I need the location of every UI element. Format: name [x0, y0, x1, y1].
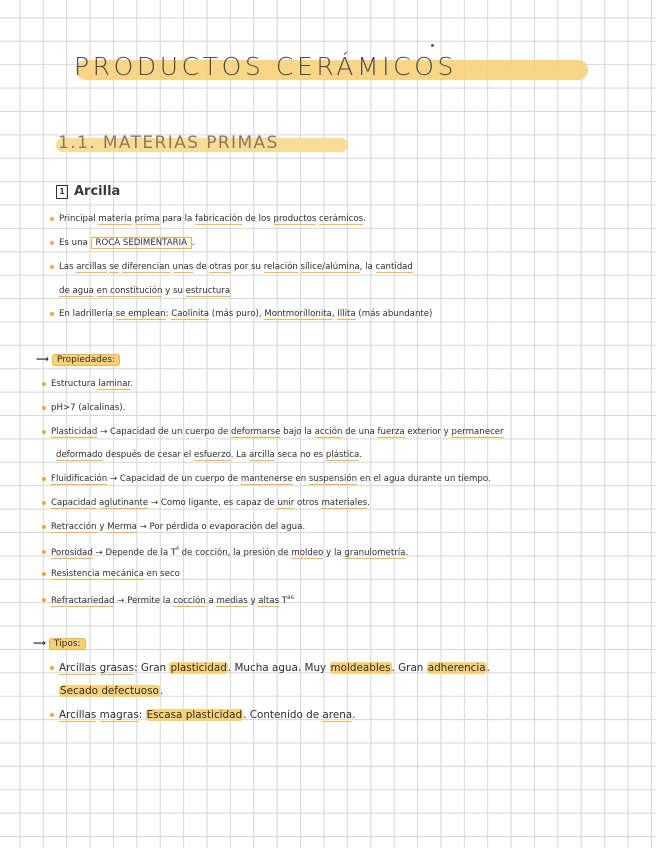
arcilla-line-3: Las arcillas se diferencian unas de otras por su relación sílice/alúmina, la cantidad — [50, 260, 413, 274]
tipos-item-1: Arcillas grasas: Gran plasticidad. Mucha agua. Muy moldeables. Gran adherencia. — [50, 660, 490, 676]
bullet-icon — [50, 217, 54, 221]
bullet-icon — [42, 501, 46, 505]
arcilla-line-1: Principal materia prima para la fabricación de los productos cerámicos. — [50, 212, 366, 226]
right-arrow-icon: ⟶ — [36, 355, 49, 365]
subsection-heading — [56, 184, 120, 199]
propiedades-label: Propiedades: — [52, 354, 120, 366]
prop-item-3b: deformado después de cesar el esfuerzo. La arcilla seca no es plástica. — [56, 450, 362, 460]
right-arrow-icon: ⟶ — [33, 639, 46, 649]
arcilla-line-2: Es una ROCA SEDIMENTARIA . — [50, 236, 195, 250]
bullet-icon — [42, 598, 46, 602]
bullet-icon — [42, 550, 46, 554]
prop-item-1: Estructura laminar. — [42, 377, 133, 391]
bullet-icon — [50, 265, 54, 269]
prop-item-5: Capacidad aglutinante → Como ligante, es capaz de unir otros materiales. — [42, 496, 370, 510]
bullet-icon — [42, 572, 46, 576]
section-heading: 1.1. MATERIAS PRIMAS — [58, 133, 279, 153]
bullet-icon — [42, 406, 46, 410]
prop-item-3: Plasticidad → Capacidad de un cuerpo de deformarse bajo la acción de una fuerza exterior y permanecer — [42, 425, 504, 439]
bullet-icon — [50, 241, 54, 245]
subsection-label: Arcilla — [74, 184, 121, 199]
bullet-icon — [50, 666, 54, 670]
prop-item-7: Porosidad → Depende de la $T^ª$ de cocción, la presión de moldeo y la granulometría. — [42, 543, 408, 560]
tipos-label: Tipos: — [49, 638, 86, 650]
prop-item-6: Retracción y Merma → Por pérdida o evaporación del agua. — [42, 520, 305, 534]
prop-item-9: Refractariedad → Permite la cocción a medias y altas $T^{as}$ — [42, 591, 294, 608]
boxed-term: ROCA SEDIMENTARIA — [91, 237, 193, 249]
arcilla-line-4: En ladrillería se emplean: Caolinita (más puro), Montmorillonita, Illita (más abundante) — [50, 307, 432, 321]
bullet-icon — [50, 713, 54, 717]
page-title: PRODUCTOS CERÁMICOS — [74, 52, 457, 81]
bullet-icon — [42, 430, 46, 434]
bullet-icon — [50, 312, 54, 316]
bullet-icon — [42, 525, 46, 529]
prop-item-4: Fluidificación → Capacidad de un cuerpo de mantenerse en suspensión en el agua durante un tiempo. — [42, 472, 491, 486]
arcilla-line-3b: de agua en constitución y su estructura — [59, 286, 231, 296]
propiedades-heading — [36, 353, 120, 367]
bullet-icon — [42, 382, 46, 386]
subsection-number: 1 — [56, 185, 68, 199]
tipos-item-1b: Secado defectuoso. — [60, 685, 164, 697]
bullet-icon — [42, 477, 46, 481]
prop-item-8: Resistencia mecánica en seco — [42, 567, 180, 581]
prop-item-2: pH>7 (alcalinas). — [42, 401, 125, 415]
tipos-item-2: Arcillas magras: Escasa plasticidad. Contenido de arena. — [50, 707, 355, 723]
accent-dot — [431, 44, 434, 47]
tipos-heading — [33, 637, 86, 651]
